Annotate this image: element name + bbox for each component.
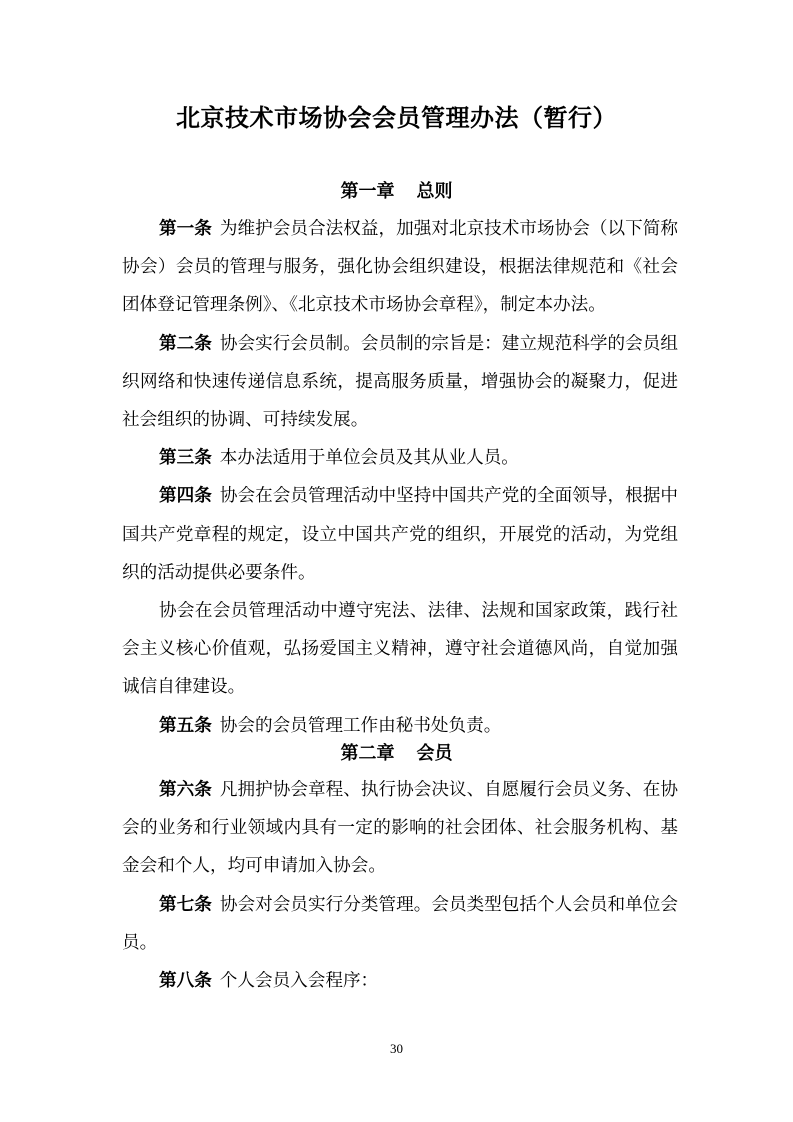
article-text: 协会对会员实行分类管理。会员类型包括个人会员和单位会员。 — [122, 894, 678, 953]
article-paragraph — [122, 771, 678, 886]
article-text: 本办法适用于单位会员及其从业人员。 — [219, 448, 519, 469]
article-paragraph — [122, 592, 678, 707]
article-text: 个人会员入会程序： — [219, 971, 379, 992]
article-paragraph — [122, 886, 678, 962]
chapter-1-body — [122, 210, 678, 745]
article-paragraph — [122, 439, 678, 477]
article-text: 协会的会员管理工作由秘书处负责。 — [219, 715, 502, 736]
article-text: 为维护会员合法权益，加强对北京技术市场协会（以下简称协会）会员的管理与服务，强化协会组织建设，根据法律规范和《社会团体登记管理条例》、《北京技术市场协会章程》，制定本办法。 — [122, 219, 678, 316]
chapter-number: 第一章 — [340, 181, 395, 202]
article-label: 第二条 — [159, 333, 212, 354]
chapter-heading-1 — [0, 178, 793, 206]
article-paragraph — [122, 962, 678, 1000]
article-label: 第三条 — [159, 448, 212, 469]
article-label: 第四条 — [159, 486, 212, 507]
article-text: 协会在会员管理活动中坚持中国共产党的全面领导，根据中国共产党章程的规定，设立中国共产党的组织，开展党的活动，为党组织的活动提供必要条件。 — [122, 486, 678, 583]
article-label: 第七条 — [159, 894, 212, 915]
article-paragraph — [122, 210, 678, 325]
chapter-heading-2 — [0, 740, 793, 768]
page-number: 30 — [390, 1041, 403, 1056]
article-label: 第五条 — [159, 715, 212, 736]
document-title: 北京技术市场协会会员管理办法（暂行） — [176, 104, 617, 132]
chapter-name: 总则 — [416, 181, 453, 202]
article-label: 第一条 — [159, 219, 212, 239]
article-label: 第六条 — [159, 780, 212, 800]
article-paragraph — [122, 477, 678, 592]
article-text: 凡拥护协会章程、执行协会决议、自愿履行会员义务、在协会的业务和行业领域内具有一定的影响的社会团体、社会服务机构、基金会和个人，均可申请加入协会。 — [122, 780, 678, 877]
article-text: 协会实行会员制。会员制的宗旨是：建立规范科学的会员组织网络和快速传递信息系统，提高服务质量，增强协会的凝聚力，促进社会组织的协调、可持续发展。 — [122, 333, 678, 431]
chapter-number: 第二章 — [340, 743, 395, 764]
chapter-2-body — [122, 771, 678, 1000]
article-text: 协会在会员管理活动中遵守宪法、法律、法规和国家政策，践行社会主义核心价值观，弘扬爱国主义精神，遵守社会道德风尚，自觉加强诚信自律建设。 — [122, 601, 678, 698]
chapter-name: 会员 — [416, 743, 453, 764]
article-label: 第八条 — [159, 971, 212, 992]
article-paragraph — [122, 325, 678, 440]
